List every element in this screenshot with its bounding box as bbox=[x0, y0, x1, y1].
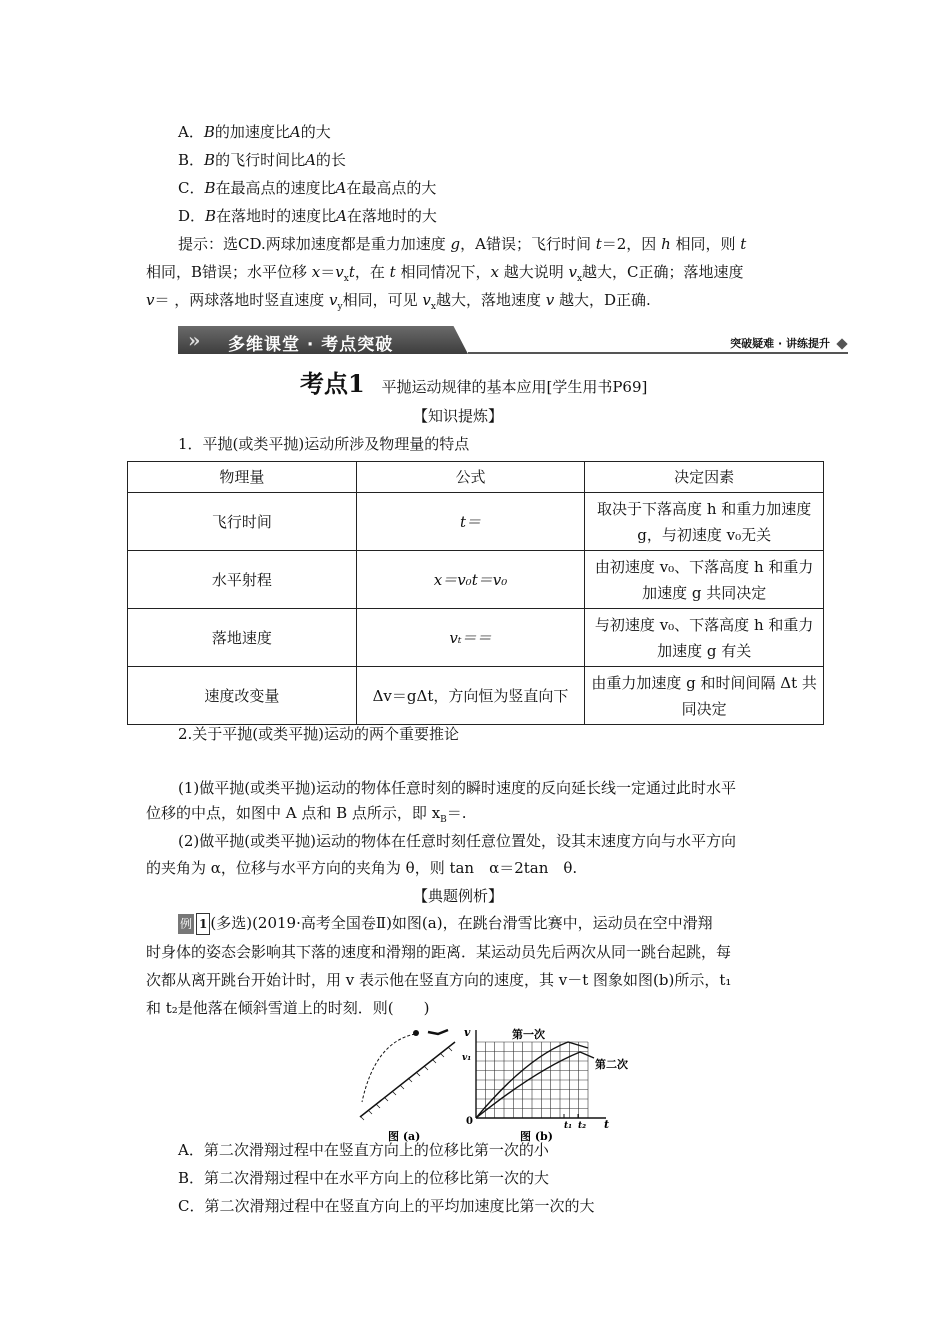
option-a-bottom: A．第二次滑翔过程中在竖直方向上的位移比第一次的小 bbox=[178, 1141, 549, 1159]
table-cell: x＝v₀t＝v₀ bbox=[356, 551, 585, 609]
option-b-top: B．B的飞行时间比A的长 bbox=[178, 151, 346, 169]
example-subheading: 【典题例析】 bbox=[413, 887, 504, 905]
table-cell: 水平射程 bbox=[128, 551, 357, 609]
knowledge-subheading: 【知识提炼】 bbox=[413, 407, 504, 425]
quantities-table bbox=[127, 461, 824, 725]
hint-line-3: v＝ ，两球落地时竖直速度 $v_y$相同，可见 $v_x$越大，落地速度 v 越大，D正确. bbox=[146, 291, 651, 312]
second-jump-label: 第二次 bbox=[595, 1058, 628, 1071]
table-cell: Δv＝gΔt，方向恒为竖直向下 bbox=[356, 667, 585, 725]
inference-1-line-2: 位移的中点，如图中 A 点和 B 点所示，即 $x_B=$. bbox=[146, 804, 467, 825]
table-header: 决定因素 bbox=[585, 462, 824, 493]
ski-jump-figure bbox=[340, 1022, 650, 1142]
option-d-top: D．B在落地时的速度比A在落地时的大 bbox=[178, 207, 437, 225]
t1-label: t₁ bbox=[564, 1121, 573, 1131]
axis-t-label: t bbox=[604, 1118, 610, 1131]
axis-v-label: v bbox=[464, 1026, 471, 1039]
item-1-heading: 1．平抛(或类平抛)运动所涉及物理量的特点 bbox=[178, 435, 470, 453]
t2-label: t₂ bbox=[578, 1121, 587, 1131]
inference-2-line-2: 的夹角为 α，位移与水平方向的夹角为 θ，则 tan α＝2tan θ. bbox=[146, 859, 578, 877]
table-header: 物理量 bbox=[128, 462, 357, 493]
section-title: 平抛运动规律的基本应用[学生用书P69] bbox=[381, 378, 648, 396]
table-row bbox=[128, 667, 824, 725]
table-cell: 由初速度 v₀、下落高度 h 和重力加速度 g 共同决定 bbox=[585, 551, 824, 609]
section-number: 考点1 bbox=[300, 369, 365, 398]
example-number: 1 bbox=[196, 913, 210, 935]
caption-a: 图 (a) bbox=[388, 1130, 421, 1142]
table-row bbox=[128, 551, 824, 609]
first-jump-label: 第一次 bbox=[512, 1028, 545, 1041]
table-cell: 落地速度 bbox=[128, 609, 357, 667]
inference-2-line-1: (2)做平抛(或类平抛)运动的物体在任意时刻任意位置处，设其末速度方向与水平方向 bbox=[178, 832, 736, 850]
figure-b bbox=[476, 1030, 606, 1118]
section-heading bbox=[300, 370, 647, 401]
table-header: 公式 bbox=[356, 462, 585, 493]
option-c-top: C．B在最高点的速度比A在最高点的大 bbox=[178, 179, 437, 197]
table-cell: 飞行时间 bbox=[128, 493, 357, 551]
option-c-bottom: C．第二次滑翔过程中在竖直方向上的平均加速度比第一次的大 bbox=[178, 1197, 595, 1215]
example-line-3: 次都从离开跳台开始计时，用 v 表示他在竖直方向的速度，其 v－t 图象如图(b)所示，t₁ bbox=[146, 971, 732, 989]
table-cell: 取决于下落高度 h 和重力加速度 g，与初速度 v₀无关 bbox=[585, 493, 824, 551]
table-row bbox=[128, 493, 824, 551]
table-cell: t＝ bbox=[356, 493, 585, 551]
example-line-4: 和 t₂是他落在倾斜雪道上的时刻．则( ) bbox=[146, 999, 430, 1017]
table-cell: 速度改变量 bbox=[128, 667, 357, 725]
caption-b: 图 (b) bbox=[520, 1130, 553, 1142]
hint-line-2: 相同，B错误；水平位移 $x=v_xt$，在 t 相同情况下，x 越大说明 $v_x$越大，C正确；落地速度 bbox=[146, 263, 744, 284]
skier-icon bbox=[413, 1030, 419, 1036]
banner-subtitle: 突破疑难 · 讲练提升 bbox=[730, 337, 830, 350]
table-cell: 由重力加速度 g 和时间间隔 Δt 共同决定 bbox=[585, 667, 824, 725]
chevron-icon: » bbox=[188, 328, 201, 352]
example-badge: 例 bbox=[178, 914, 194, 934]
second-jump-curve bbox=[476, 1052, 594, 1118]
origin-label: 0 bbox=[466, 1116, 473, 1127]
table-cell: 与初速度 v₀、下落高度 h 和重力加速度 g 有关 bbox=[585, 609, 824, 667]
inference-1-line-1: (1)做平抛(或类平抛)运动的物体任意时刻的瞬时速度的反向延长线一定通过此时水平 bbox=[178, 779, 736, 797]
example-line-2: 时身体的姿态会影响其下落的速度和滑翔的距离．某运动员先后两次从同一跳台起跳，每 bbox=[146, 943, 732, 961]
section-banner bbox=[178, 326, 848, 356]
banner-rule bbox=[468, 352, 848, 354]
option-b-bottom: B．第二次滑翔过程中在水平方向上的位移比第一次的大 bbox=[178, 1169, 550, 1187]
table-row bbox=[128, 609, 824, 667]
example-line-1: 例 1 (多选)(2019·高考全国卷Ⅱ)如图(a)，在跳台滑雪比赛中，运动员在空中滑翔 bbox=[178, 913, 713, 935]
v1-label: v₁ bbox=[462, 1053, 472, 1063]
diamond-icon bbox=[836, 338, 847, 349]
table-cell: vₜ＝＝ bbox=[356, 609, 585, 667]
hint-line-1: 提示：选CD.两球加速度都是重力加速度 g，A错误；飞行时间 t＝2，因 h 相同，则 t bbox=[178, 235, 747, 253]
figure-a bbox=[360, 1030, 455, 1120]
banner-title: 多维课堂 · 考点突破 bbox=[228, 335, 394, 355]
item-2-heading: 2.关于平抛(或类平抛)运动的两个重要推论 bbox=[178, 725, 460, 743]
option-a-top: A．B的加速度比A的大 bbox=[178, 123, 331, 141]
